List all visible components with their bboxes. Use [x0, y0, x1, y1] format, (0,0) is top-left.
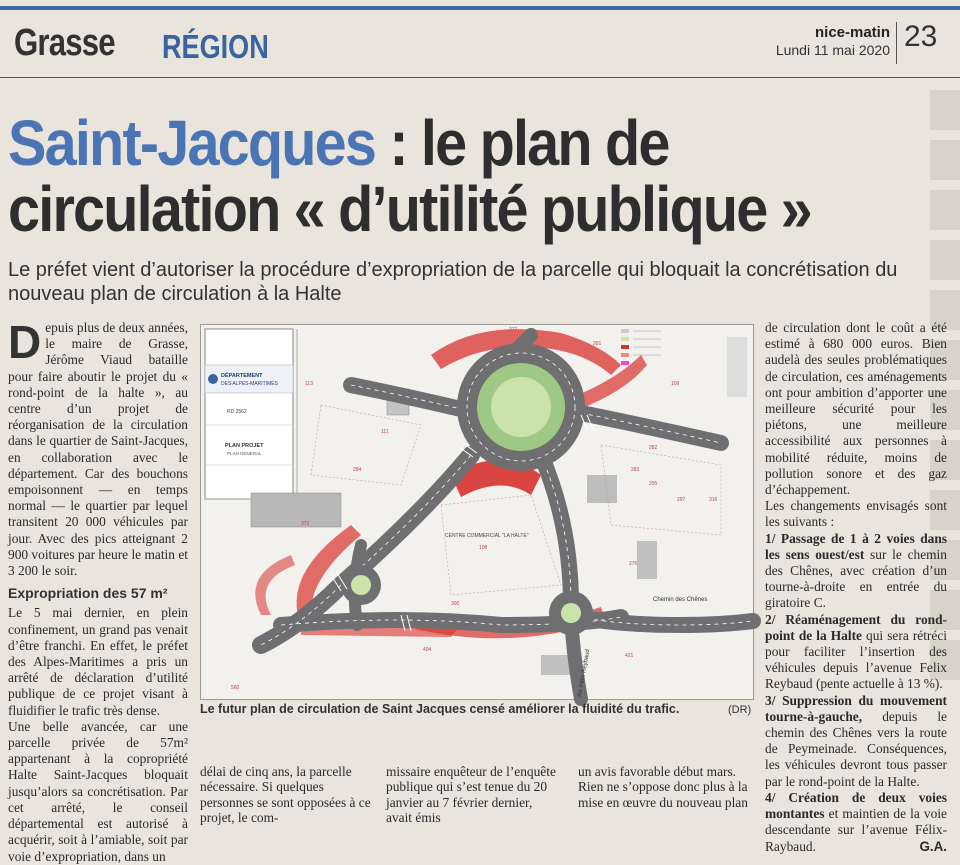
parcel-label: 113 — [305, 381, 313, 387]
paragraph: Le 5 mai dernier, en plein confinement, un grand pas venait d’être franchi. En effet, le préfet des Alpes-Maritimes a pris un arrêté de déclaration d’utilité publique de ce projet visant à fluidifier le trafic très dense. — [8, 605, 188, 718]
page-number: 23 — [904, 20, 938, 53]
parcel-label: 109 — [671, 381, 680, 387]
section-region: RÉGION — [162, 28, 269, 65]
cartouche-plan-sub: PLAN GENERAL — [227, 451, 262, 456]
cartouche-plan-title: PLAN PROJET — [225, 443, 264, 449]
parcel-label: 108 — [479, 545, 488, 551]
cartouche-road: RD 2562 — [227, 409, 247, 415]
issue-date: Lundi 11 mai 2020 — [775, 42, 890, 58]
parcel-label: 276 — [629, 561, 638, 567]
article-column-1 — [8, 316, 188, 865]
cartouche-org: DÉPARTEMENT — [221, 373, 263, 379]
list-item: 1/ Passage de 1 à 2 voies dans les sens ouest/est sur le chemin des Chênes, avec création d’un tourne-à-droite en entrée du giratoire C. — [765, 530, 947, 611]
top-rule — [0, 6, 960, 10]
intro-paragraph: Depuis plus de deux années, le maire de Grasse, Jérôme Viaud bataille pour faire aboutir le projet du « rond-point de la halte », au centre d’un projet de réorganisation de la circulation dans le quartier de Saint-Jacques, en collaboration avec le département. Car des bouchons empoisonnent — en temps normal — le quartier par lequel transitent 20 000 véhicules par jour. Avec des pics atteignant 2 900 voitures par heure le matin et 3 200 le soir. — [8, 316, 188, 579]
paragraph: Les changements envisagés sont les suivants : — [765, 498, 947, 530]
headline-accent: Saint-Jacques — [8, 107, 376, 179]
page-header — [0, 14, 960, 78]
article-column-4 — [765, 320, 947, 855]
parcel-label: 560 — [231, 685, 240, 691]
parcel-label: 295 — [649, 481, 658, 487]
parcel-label: 284 — [353, 467, 362, 473]
cartouche-org-sub: DES ALPES-MARITIMES — [221, 381, 278, 387]
parcel-label: 300 — [451, 601, 460, 607]
parcel-label: 316 — [709, 497, 718, 503]
paragraph: de circulation dont le coût a été estimé à 680 000 euros. Bien audelà des seules problématiques de circulation, ces aménagements ont pour ambition d’apporter une meilleure sécurité pour les piétons, une meilleure accessibilité aux personnes à mobilité réduite, moins de pollution sonore et des gaz d’échappement. — [765, 320, 947, 498]
article-headline — [8, 107, 854, 245]
parcel-label: 373 — [301, 521, 310, 527]
drop-cap: D — [8, 316, 42, 368]
article-column-3: missaire enquêteur de l’enquête publique qui s’est tenue du 20 janvier au 7 février dernier, avait émis — [386, 764, 556, 826]
figure-caption: Le futur plan de circulation de Saint Jacques censé améliorer la fluidité du trafic. — [200, 702, 680, 716]
parcel-label: 283 — [631, 467, 640, 473]
list-item: 4/ Création de deux voies montantes et maintien de la voie descendante sur l’avenue Félix-Raybaud. G.A. — [765, 789, 947, 854]
parcel-label: 297 — [677, 497, 686, 503]
parcel-label: 111 — [381, 429, 389, 435]
parcel-label: 404 — [423, 647, 432, 653]
label-centre: CENTRE COMMERCIAL "LA HALTE" — [445, 533, 529, 539]
newspaper-name: nice-matin — [814, 24, 890, 41]
figure-credit: (DR) — [728, 704, 752, 716]
traffic-plan-figure — [200, 324, 754, 700]
section-title: Grasse — [14, 22, 115, 64]
list-item: 2/ Réaménagement du rond-point de la Halte qui sera rétréci pour faciliter l’insertion des véhicules depuis l’avenue Felix Reybaud (pente actuelle à 13 %). — [765, 611, 948, 692]
article-column-2: délai de cinq ans, la parcelle nécessaire. Si quelques personnes se sont opposées à ce projet, le com- — [200, 764, 371, 826]
label-chemin: Chemin des Chênes — [653, 597, 708, 603]
author-signature: G.A. — [919, 838, 947, 854]
masthead-divider — [896, 22, 897, 64]
headline-rest: : le plan de circulation « d’utilité publique » — [8, 107, 811, 245]
article-column-3b: un avis favorable début mars. Rien ne s’oppose donc plus à la mise en œuvre du nouveau plan — [578, 764, 748, 810]
plan-drawing — [201, 325, 753, 699]
parcel-label: 421 — [625, 653, 634, 659]
label-avenue: Av. Félix Reybaud — [577, 648, 592, 698]
paragraph: Une belle avancée, car une parcelle privée de 57m² appartenant à la copropriété Halte Saint-Jacques bloquait jusqu’alors sa concrétisation. Par cet arrêté, le conseil départemental est autorisé à acquérir, soit à l’amiable, soit par voie d’expropriation, dans un — [8, 718, 188, 864]
parcel-label: 282 — [649, 445, 658, 451]
list-item: 3/ Suppression du mouvement tourne-à-gauche, depuis le chemin des Chênes vers la route de Peymeinade. Conséquences, les véhicules devront tous passer par le rond-point de la Halte. — [765, 692, 947, 789]
parcel-label: 291 — [593, 341, 602, 347]
parcel-label: 277 — [509, 327, 518, 333]
article-deck: Le préfet vient d’autoriser la procédure d’expropriation de la parcelle qui bloquait la concrétisation du nouveau plan de circulation à la Halte — [8, 259, 898, 305]
section-subhead: Expropriation des 57 m² — [8, 585, 168, 602]
